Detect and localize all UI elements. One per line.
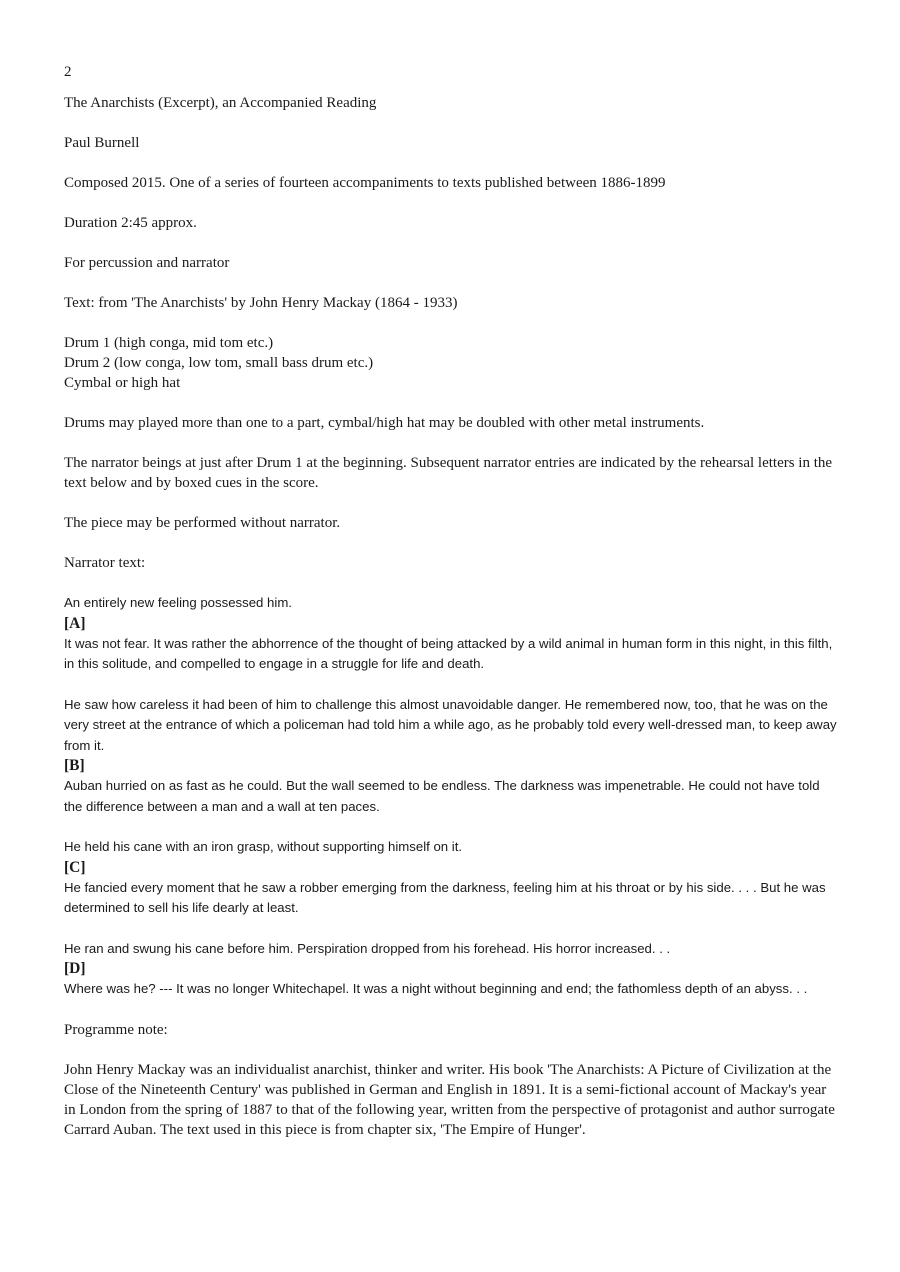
narrator-paragraph: An entirely new feeling possessed him.: [64, 595, 292, 610]
rehearsal-cue-a: [A]: [64, 614, 86, 632]
rehearsal-cue-b: [B]: [64, 757, 85, 774]
narrator-paragraph: It was not fear. It was rather the abhorrence of the thought of being attacked by a wild animal in human form in this night, in this filth, in this solitude, and compelled to engage in a struggle for life and death.: [64, 635, 833, 671]
instrument-list: [64, 333, 840, 393]
instrument-item: Cymbal or high hat: [64, 375, 181, 391]
rehearsal-cue-c: [C]: [64, 858, 86, 876]
programme-heading: Programme note:: [64, 1021, 168, 1038]
composed-info: Composed 2015. One of a series of fourteen accompaniments to texts published between 1886-1899: [64, 175, 666, 191]
narrator-paragraph: Where was he? --- It was no longer Whitechapel. It was a night without beginning and end; the fathomless depth of an abyss. . .: [64, 981, 808, 996]
narrator-heading: Narrator text:: [64, 555, 146, 571]
rehearsal-cue-d: [D]: [64, 960, 86, 977]
instrumentation: For percussion and narrator: [64, 255, 230, 271]
text-source: Text: from 'The Anarchists' by John Henry Mackay (1864 - 1933): [64, 295, 458, 311]
page-number: 2: [64, 64, 72, 80]
without-narrator-note: The piece may be performed without narrator.: [64, 515, 341, 531]
duration: Duration 2:45 approx.: [64, 215, 197, 231]
narrator-paragraph: He held his cane with an iron grasp, without supporting himself on it.: [64, 839, 463, 854]
narrator-text: [64, 593, 840, 1000]
instrument-item: Drum 2 (low conga, low tom, small bass drum etc.): [64, 355, 374, 371]
narrator-paragraph: He fancied every moment that he saw a robber emerging from the darkness, feeling him at his throat or by his side. . . . But he was determined to sell his life dearly at least.: [64, 879, 826, 915]
narrator-paragraph: He ran and swung his cane before him. Perspiration dropped from his forehead. His horror increased. . .: [64, 940, 671, 956]
programme-note: John Henry Mackay was an individualist anarchist, thinker and writer. His book 'The Anarchists: A Picture of Civilization at the Close of the Nineteenth Century' was published in German and English in 1891. It is a semi-fictional account of Mackay's year in London from the spring of 1887 to that of the following year, written from the perspective of protagonist and author surrogate Carrard Auban. The text used in this piece is from chapter six, 'The Empire of Hunger'.: [64, 1061, 835, 1138]
composer-name: Paul Burnell: [64, 135, 140, 151]
narrator-paragraph: Auban hurried on as fast as he could. But the wall seemed to be endless. The darkness was impenetrable. He could not have told the difference between a man and a wall at ten paces.: [64, 778, 820, 814]
narrator-paragraph: He saw how careless it had been of him to challenge this almost unavoidable danger. He remembered now, too, that he was on the very street at the entrance of which a policeman had told him a while ago, as he probably told every well-dressed man, to keep away from it.: [64, 696, 837, 753]
document-title: The Anarchists (Excerpt), an Accompanied Reading: [64, 95, 377, 111]
narrator-note: The narrator beings at just after Drum 1 at the beginning. Subsequent narrator entries are indicated by the rehearsal letters in the text below and by boxed cues in the score.: [64, 455, 833, 491]
doubling-note: Drums may played more than one to a part, cymbal/high hat may be doubled with other metal instruments.: [64, 415, 705, 431]
instrument-item: Drum 1 (high conga, mid tom etc.): [64, 335, 274, 351]
